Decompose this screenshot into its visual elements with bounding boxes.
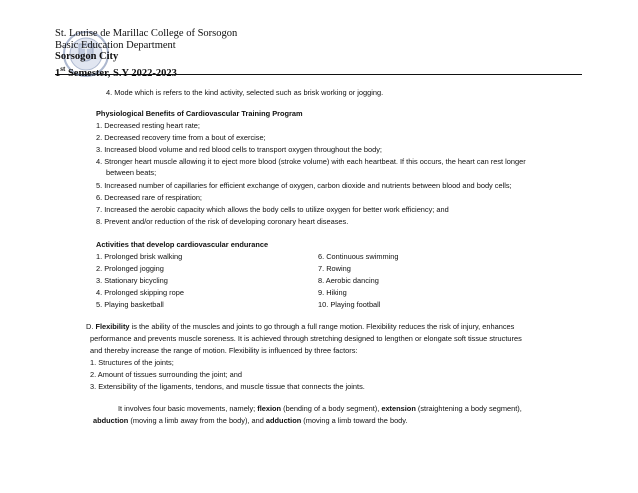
activity-item: 10. Playing football xyxy=(318,300,381,309)
activity-item: 4. Prolonged skipping rope xyxy=(96,288,184,297)
benefit-item: 3. Increased blood volume and red blood cells to transport oxygen throughout the body; xyxy=(96,145,382,154)
city-name: Sorsogon City xyxy=(55,51,119,62)
benefits-heading: Physiological Benefits of Cardiovascular Training Program xyxy=(96,109,303,118)
semester-line: 1st Semester, S.Y 2022-2023 xyxy=(55,64,177,79)
flexibility-factor: 3. Extensibility of the ligaments, tendons, and muscle tissue that connects the joints. xyxy=(90,382,365,391)
activity-item: 6. Continuous swimming xyxy=(318,252,399,261)
benefit-item: 4. Stronger heart muscle allowing it to eject more blood (stroke volume) with each heartbeat. If this occurs, the heart can rest longer xyxy=(96,157,526,166)
school-name: St. Louise de Marillac College of Sorsogon xyxy=(55,28,238,39)
activity-item: 1. Prolonged brisk walking xyxy=(96,252,183,261)
activity-item: 8. Aerobic dancing xyxy=(318,276,379,285)
activity-item: 3. Stationary bicycling xyxy=(96,276,168,285)
benefit-item: 5. Increased number of capillaries for efficient exchange of oxygen, carbon dioxide and nutrients between blood and body cells; xyxy=(96,181,512,190)
flexibility-factor: 1. Structures of the joints; xyxy=(90,358,174,367)
flexibility-text-line: and thereby increase the range of motion. Flexibility is influenced by three factors: xyxy=(90,346,358,355)
benefit-item: 8. Prevent and/or reduction of the risk of developing coronary heart diseases. xyxy=(96,217,349,226)
benefit-item: 6. Decreased rare of respiration; xyxy=(96,193,202,202)
movements-line-2: abduction (moving a limb away from the body), and adduction (moving a limb toward the body. xyxy=(93,416,408,425)
document-header xyxy=(55,28,615,80)
activity-item: 9. Hiking xyxy=(318,288,347,297)
flexibility-text-line: performance and prevents muscle soreness. It is achieved through stretching designed to lengthen or elongate soft tissue structures xyxy=(90,334,522,343)
activity-item: 5. Playing basketball xyxy=(96,300,164,309)
benefit-item: 2. Decreased recovery time from a bout of exercise; xyxy=(96,133,266,142)
department-name: Basic Education Department xyxy=(55,39,176,51)
movements-line-1: It involves four basic movements, namely; flexion (bending of a body segment), extension (straightening a body segment), xyxy=(118,404,522,413)
intro-item: 4. Mode which is refers to the kind activity, selected such as brisk working or jogging. xyxy=(106,88,384,97)
activity-item: 7. Rowing xyxy=(318,264,351,273)
flexibility-term: Flexibility xyxy=(95,322,130,331)
benefit-item: 7. Increased the aerobic capacity which allows the body cells to utilize oxygen for better work efficiency; and xyxy=(96,205,449,214)
flexibility-definition-line: D. Flexibility is the ability of the muscles and joints to go through a full range motion. Flexibility reduces the risk of injury, enhances xyxy=(86,322,515,331)
flexibility-factor: 2. Amount of tissues surrounding the joint; and xyxy=(90,370,243,379)
activity-item: 2. Prolonged jogging xyxy=(96,264,164,273)
benefit-item-continuation: between beats; xyxy=(106,168,157,177)
activities-heading: Activities that develop cardiovascular endurance xyxy=(96,240,269,249)
benefit-item: 1. Decreased resting heart rate; xyxy=(96,121,200,130)
